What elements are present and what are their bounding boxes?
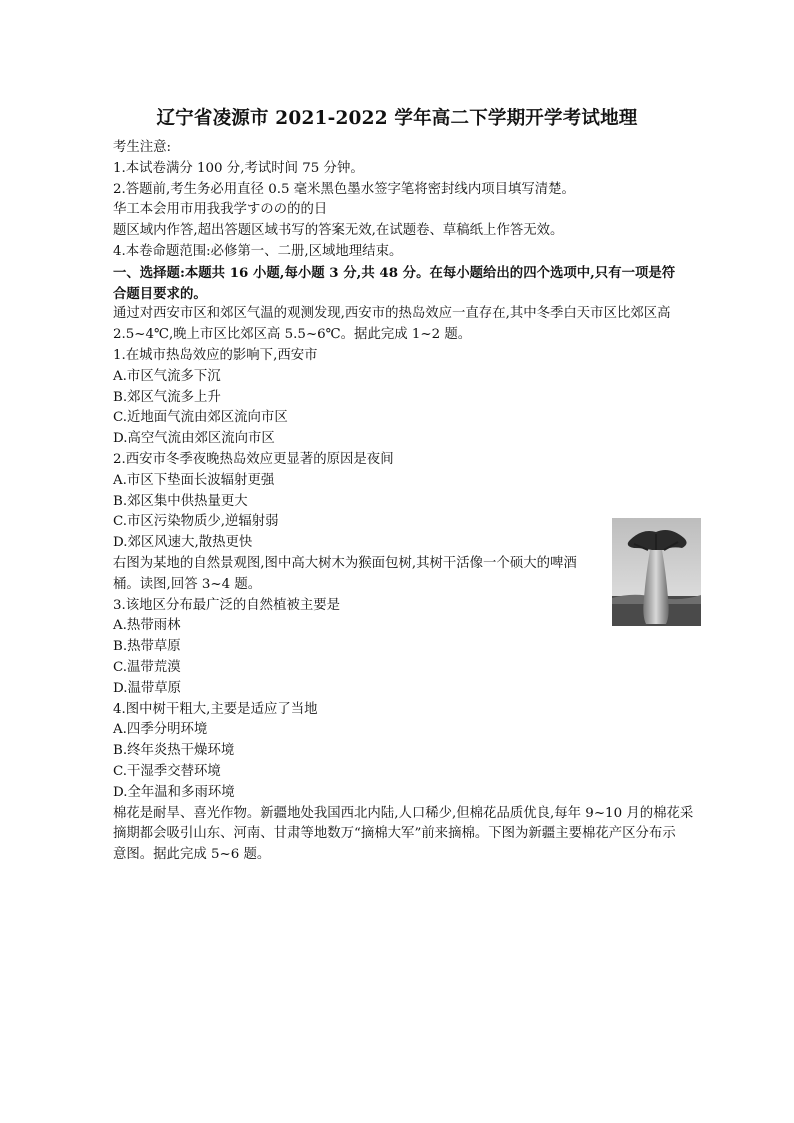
answer-option: C.市区污染物质少,逆辐射弱 — [113, 514, 279, 530]
exam-body — [113, 138, 703, 866]
question-stem: 4.图中树干粗大,主要是适应了当地 — [113, 701, 318, 717]
question-stem: 2.西安市冬季夜晚热岛效应更显著的原因是夜间 — [113, 451, 394, 467]
answer-option: B.郊区集中供热量更大 — [113, 493, 248, 509]
answer-option: A.四季分明环境 — [113, 722, 208, 738]
answer-option: B.终年炎热干燥环境 — [113, 743, 235, 759]
question-intro: 右图为某地的自然景观图,图中高大树木为猴面包树,其树干活像一个硕大的啤酒 — [113, 555, 577, 571]
notice-heading: 考生注意: — [113, 140, 172, 155]
notice-item: 2.答题前,考生务必用直径 0.5 毫米黑色墨水签字笔将密封线内项目填写清楚。 — [113, 181, 575, 197]
baobab-tree-photo — [612, 518, 701, 626]
question-intro: 摘期都会吸引山东、河南、甘肃等地数万“摘棉大军”前来摘棉。下图为新疆主要棉花产区分布示 — [113, 826, 676, 842]
question-intro: 通过对西安市区和郊区气温的观测发现,西安市的热岛效应一直存在,其中冬季白天市区比郊区高 — [113, 306, 671, 322]
section-heading-cont: 合题目要求的。 — [113, 285, 207, 302]
answer-option: B.郊区气流多上升 — [113, 389, 221, 405]
answer-option: A.热带雨林 — [113, 618, 181, 634]
question-intro: 棉花是耐旱、喜光作物。新疆地处我国西北内陆,人口稀少,但棉花品质优良,每年 9~10 月的棉花采 — [113, 805, 694, 821]
answer-option: A.市区下垫面长波辐射更强 — [113, 472, 275, 488]
notice-item: 题区域内作答,超出答题区域书写的答案无效,在试题卷、草稿纸上作答无效。 — [113, 223, 564, 239]
question-intro: 2.5~4℃,晚上市区比郊区高 5.5~6℃。据此完成 1~2 题。 — [113, 327, 472, 343]
question-intro: 意图。据此完成 5~6 题。 — [113, 847, 271, 863]
question-stem: 3.该地区分布最广泛的自然植被主要是 — [113, 597, 341, 613]
answer-option: D.温带草原 — [113, 680, 182, 696]
baobab-tree-illustration — [612, 518, 701, 626]
answer-option: D.高空气流由郊区流向市区 — [113, 431, 275, 447]
answer-option: D.郊区风速大,散热更快 — [113, 535, 253, 551]
page-title: 辽宁省凌源市 2021-2022 学年高二下学期开学考试地理 — [156, 108, 638, 129]
answer-option: D.全年温和多雨环境 — [113, 784, 235, 800]
question-intro: 桶。读图,回答 3~4 题。 — [113, 576, 262, 592]
notice-item: 1.本试卷满分 100 分,考试时间 75 分钟。 — [113, 160, 364, 176]
answer-option: C.温带荒漠 — [113, 659, 181, 675]
section-heading: 一、选择题:本题共 16 小题,每小题 3 分,共 48 分。在每小题给出的四个选项中,只有一项是符 — [113, 264, 676, 281]
answer-option: A.市区气流多下沉 — [113, 368, 221, 384]
question-stem: 1.在城市热岛效应的影响下,西安市 — [113, 347, 318, 363]
answer-option: B.热带草原 — [113, 639, 181, 655]
notice-item: 4.本卷命题范围:必修第一、二册,区域地理结束。 — [113, 243, 403, 259]
notice-item: 华工本会用市用我我学すのの的的日 — [113, 202, 328, 218]
answer-option: C.干湿季交替环境 — [113, 763, 221, 779]
answer-option: C.近地面气流由郊区流向市区 — [113, 410, 288, 426]
